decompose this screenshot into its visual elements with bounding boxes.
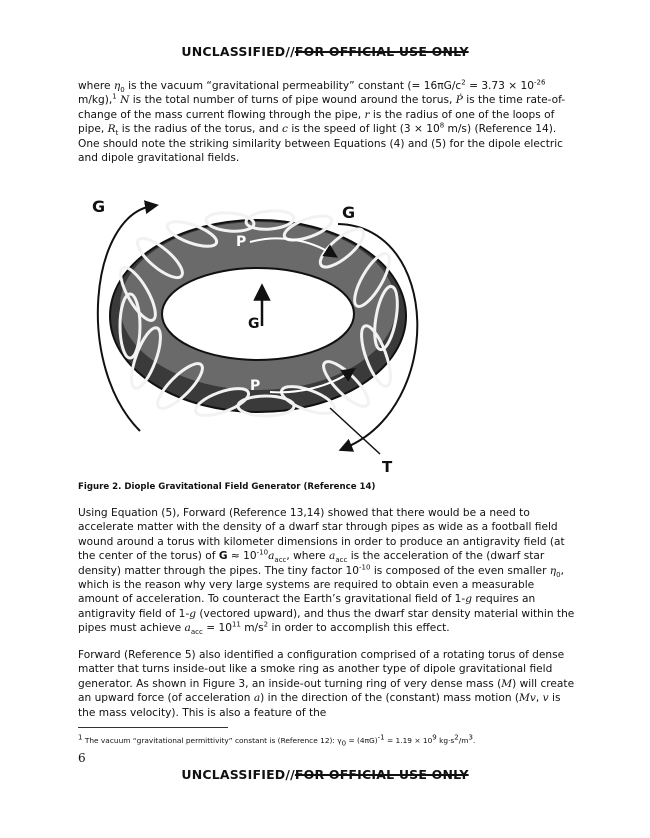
torus-inner-hole [162, 268, 354, 360]
classification-label: UNCLASSIFIED// [181, 767, 295, 782]
page-number: 6 [78, 751, 86, 765]
classification-label: UNCLASSIFIED// [181, 44, 295, 59]
footnote-divider [78, 727, 228, 728]
dipole-gravitational-generator-figure [80, 176, 440, 476]
classification-struck-label: FOR OFFICIAL USE ONLY [294, 767, 469, 782]
figure-caption: Figure 2. Diople Gravitational Field Generator (Reference 14) [78, 482, 376, 492]
label-t: T [382, 458, 393, 476]
paragraph-1: where $\eta_0$ is the vacuum “gravitational permeability” constant (= $16\pi G/c^2 = 3.73 \times 10^{-26}$ m/kg),$^1$ N is the total number of turns of pipe wound around the torus, Ṗ is the time rate-of-change of the mass current flowing through the pipe, r is the radius of one of the loops of pipe, $R_t$ is the radius of the torus, and c is the speed of light ($3 \times 10^8$ m/s) (Reference 14). One should note the striking similarity between Equations (4) and (5) for the dipole electric and dipole gravitational fields. [78, 78, 566, 165]
label-p-bottom: P [250, 378, 261, 394]
footnote: $^1$ The vacuum “gravitational permittivity” constant is (Reference 12): $\gamma_0 = (4\pi G)^{-1} = 1.19 \times 10^9$ $kg\cdot s^2/m^3$. [78, 733, 476, 748]
label-g-center: G [248, 316, 260, 332]
classification-struck-label: FOR OFFICIAL USE ONLY [294, 44, 469, 59]
paragraph-2: Using Equation (5), Forward (Reference 13,14) showed that there would be a need to accelerate matter with the density of a dwarf star through pipes as wide as a football field wound around a torus with kilometer dimensions in order to produce an antigravity field (at the center of the torus) of $G \approx 10^{-10}a_{acc}$, where $a_{acc}$ is the acceleration of the (dwarf star density) matter through the pipes. The tiny factor $10^{-10}$ is composed of the even smaller $\eta_0$, which is the reason why very large systems are required to obtain even a measurable amount of acceleration. To counteract the Earth’s gravitational field of 1-g requires an antigravity field of 1-g (vectored upward), and thus the dwarf star density material within the pipes must achieve $a_{acc} = 10^{11}$ $m/s^2$ in order to accomplish this effect. [78, 507, 575, 637]
label-g-left: G [92, 197, 106, 216]
header-classification [0, 44, 650, 59]
paragraph-3: Forward (Reference 5) also identified a configuration comprised of a rotating torus of dense matter that turns inside-out like a smoke ring as another type of dipole gravitational field generator. As shown in Figure 3, an inside-out turning ring of very dense mass (M) will create an upward force (of acceleration a) in the direction of the (constant) mass motion (Mv, v is the mass velocity). This is also a feature of the [78, 649, 575, 719]
label-g-right: G [342, 203, 356, 222]
footer-classification [0, 767, 650, 782]
footnote-ref: 1 [112, 92, 117, 101]
label-p-top: P [236, 234, 247, 250]
